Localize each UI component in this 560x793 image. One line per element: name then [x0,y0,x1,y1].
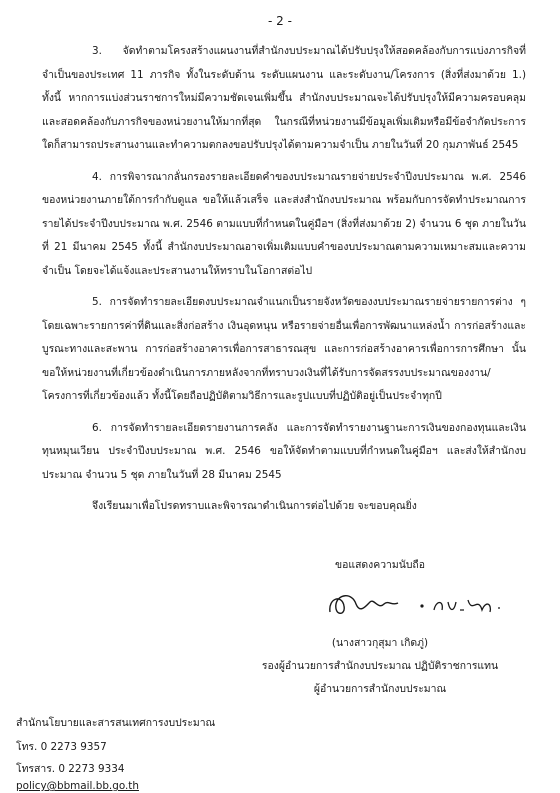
paragraph-3: 3. จัดทำตามโครงสร้างแผนงานที่สำนักงบประมาณได้ปรับปรุงให้สอดคล้องกับการแบ่งภารกิจที่จำเป็นของประเทศ 11 ภารกิจ ทั้งในระดับด้าน ระดับแผนงาน และระดับงาน/โครงการ (สิ่งที่ส่งมาด้วย 1.) ทั้งนี้ หากการแบ่งส่วนราชการใหม่มีความชัดเจนเพิ่มขึ้น สำนักงบประมาณจะได้ปรับปรุงให้มีความครอบคลุมและสอดคล้องกับภารกิจของหน่วยงานให้มากที่สุด ในกรณีที่หน่วยงานมีข้อมูลเพิ่มเติมหรือมีข้อจำกัดประการใดก็สามารถประสานงานและทำความตกลงขอปรับปรุงได้ตามความจำเป็น ภายในวันที่ 20 กุมภาพันธ์ 2545 [42,45,526,151]
footer-office: สำนักนโยบายและสารสนเทศการงบประมาณ [16,717,216,729]
page-number: - 2 - [268,14,292,28]
signatory-position-2: ผู้อำนวยการสำนักงบประมาณ [313,683,447,695]
paragraph-6: 6. การจัดทำรายละเอียดรายงานการคลัง และการจัดทำรายงานฐานะการเงินของกองทุนและเงินทุนหมุนเวียน ประจำปีงบประมาณ พ.ศ. 2546 ขอให้จัดทำตามแบบที่กำหนดในคู่มือฯ และส่งให้สำนักงบประมาณ จำนวน 5 ชุด ภายในวันที่ 28 มีนาคม 2545 [42,421,526,481]
paragraph-5: 5. การจัดทำรายละเอียดงบประมาณจำแนกเป็นรายจังหวัดของงบประมาณรายจ่ายรายการต่าง ๆ โดยเฉพาะรายการค่าที่ดินและสิ่งก่อสร้าง เงินอุดหนุน หรือรายจ่ายอื่นเพื่อการพัฒนาแหล่งน้ำ การก่อสร้างและบูรณะทางและสะพาน การก่อสร้างอาคารเพื่อการสาธารณสุข และการก่อสร้างอาคารเพื่อการการศึกษา นั้น ขอให้หน่วยงานที่เกี่ยวข้องดำเนินการภายหลังจากที่ทราบวงเงินที่ได้รับการจัดสรรงบประมาณของงาน/โครงการที่เกี่ยวข้องแล้ว ทั้งนี้โดยถือปฏิบัติตามวิธีการและรูปแบบที่ปฏิบัติอยู่เป็นประจำทุกปี [42,296,526,402]
handwritten-signature [322,586,522,622]
footer-email-link[interactable]: policy@bbmail.bb.go.th [16,780,139,792]
signatory-position-1: รองผู้อำนวยการสำนักงบประมาณ ปฏิบัติราชการแทน [261,660,499,672]
footer-phone: โทร. 0 2273 9357 [16,741,107,753]
footer-fax: โทรสาร. 0 2273 9334 [16,763,125,775]
regards: ขอแสดงความนับถือ [335,559,425,571]
closing-sentence: จึงเรียนมาเพื่อโปรดทราบและพิจารณาดำเนินการต่อไปด้วย จะขอบคุณยิ่ง [92,500,417,512]
signatory-name: (นางสาวกุสุมา เกิดภู่) [331,637,429,649]
letter-body [42,40,526,519]
paragraph-4: 4. การพิจารณากลั่นกรองรายละเอียดคำของบประมาณรายจ่ายประจำปีงบประมาณ พ.ศ. 2546 ของหน่วยงานภายใต้การกำกับดูแล ขอให้แล้วเสร็จ และส่งสำนักงบประมาณ พร้อมกับการจัดทำประมาณการรายได้ประจำปีงบประมาณ พ.ศ. 2546 ตามแบบที่กำหนดในคู่มือฯ (สิ่งที่ส่งมาด้วย 2) จำนวน 6 ชุด ภายในวันที่ 21 มีนาคม 2545 ทั้งนี้ สำนักงบประมาณอาจเพิ่มเติมแบบคำของบประมาณตามความเหมาะสมและความจำเป็น โดยจะได้แจ้งและประสานงานให้ทราบในโอกาสต่อไป [42,170,526,277]
